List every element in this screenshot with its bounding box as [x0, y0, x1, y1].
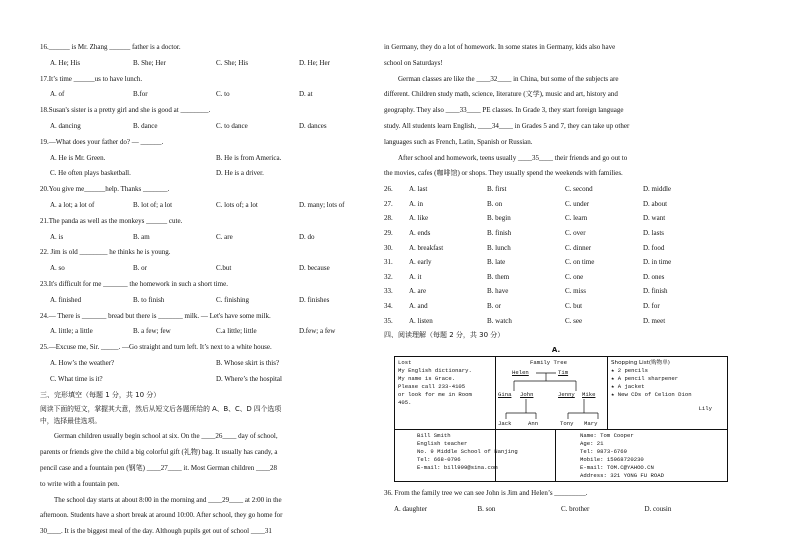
passage-line: in Germany, they do a lot of homework. In some states in Germany, kids also have	[384, 43, 616, 51]
option[interactable]: C. What time is it?	[50, 374, 103, 383]
question-number: 30.	[384, 243, 393, 252]
lost-title: Lost	[398, 358, 412, 366]
question-number: 27.	[384, 199, 393, 208]
option[interactable]: B. or	[133, 264, 147, 273]
options-18	[40, 119, 382, 135]
option[interactable]: A. finished	[50, 295, 82, 304]
option[interactable]: A. last	[409, 185, 428, 194]
option[interactable]: B. or	[487, 301, 501, 310]
option[interactable]: C.a little; little	[216, 327, 257, 336]
option[interactable]: D. in time	[643, 258, 672, 267]
cloze-option-row	[384, 299, 728, 314]
option[interactable]: C. but	[565, 301, 583, 310]
passage-line: afternoon. Students have a short break at around 10:00. After school, they go home for	[40, 511, 283, 520]
option[interactable]: A. dancing	[50, 121, 81, 130]
cloze-option-row	[384, 182, 728, 197]
option[interactable]: D. do	[299, 232, 315, 241]
cloze-option-row	[384, 284, 728, 299]
passage-line: German classes are like the ____32____ in China, but some of the subjects are	[398, 74, 619, 83]
passage-line: different. Children study math, science, literature (文学), music and art, history and	[384, 90, 618, 99]
option[interactable]: B. She; Her	[133, 58, 166, 67]
options-19b	[40, 166, 382, 182]
option[interactable]: D. ones	[643, 272, 665, 281]
option[interactable]: C. over	[565, 228, 586, 237]
option[interactable]: B. am	[133, 232, 150, 241]
card-line: E-mail: TOM.C@YAHOO.CN	[580, 463, 654, 471]
question-number: 33.	[384, 287, 393, 296]
option[interactable]: C. learn	[565, 214, 588, 223]
question-20: 20.You give me______help. Thanks _______.	[40, 185, 170, 194]
option[interactable]: D. lasts	[643, 228, 664, 237]
shopping-item: ★ A jacket	[611, 382, 645, 390]
option[interactable]: B. dance	[133, 121, 158, 130]
option[interactable]: D. at	[299, 90, 313, 99]
option[interactable]: B. a few; few	[133, 327, 171, 336]
options-19a	[40, 151, 382, 167]
tree-name-mike: Mike	[582, 390, 596, 398]
card-line: Address: 321 YONG FU ROAD	[580, 471, 664, 479]
option[interactable]: A. listen	[409, 316, 433, 325]
option[interactable]: A. How’s the weather?	[50, 358, 115, 367]
passage-line: 30____. It is the biggest meal of the day. Although pupils get out of school ____31	[40, 527, 272, 536]
tree-name-mary: Mary	[584, 419, 598, 427]
tree-name-tony: Tony	[560, 419, 574, 427]
option[interactable]: D. about	[643, 199, 668, 208]
section-3-title: 三、完形填空（每题 1 分，共 10 分）	[40, 390, 161, 399]
option[interactable]: B. late	[487, 258, 506, 267]
question-number: 28.	[384, 214, 393, 223]
option[interactable]: C. He often plays basketball.	[50, 169, 131, 178]
option[interactable]: B. to finish	[133, 295, 165, 304]
question-18: 18.Susan's sister is a pretty girl and she is good at ________.	[40, 106, 211, 115]
option[interactable]: D. because	[299, 264, 330, 273]
card-line: English teacher	[417, 439, 468, 447]
lost-line: Please call 233-4105	[398, 382, 466, 390]
question-23: 23.It's difficult for me _______ the homework in such a short time.	[40, 279, 228, 288]
family-tree	[496, 357, 607, 429]
passage-line: to write with a fountain pen.	[40, 479, 120, 488]
tree-name-tim: Tim	[558, 368, 569, 376]
options-24	[40, 324, 382, 340]
option[interactable]: D. food	[643, 243, 665, 252]
business-card-bill	[395, 430, 555, 481]
option[interactable]: D. He; Her	[299, 58, 330, 67]
cloze-option-row	[384, 226, 728, 241]
option[interactable]: A. like	[409, 214, 429, 223]
passage-line: The school day starts at about 8:00 in the morning and ____29____ at 2:00 in the	[54, 495, 282, 504]
passage-line: pencil case and a fountain pen (钢笔) ____27____ it. Most German children ____28	[40, 463, 277, 472]
option[interactable]: B. Whose skirt is this?	[216, 358, 280, 367]
passage-line: school on Saturdays!	[384, 58, 443, 67]
option[interactable]: B. first	[487, 185, 507, 194]
shopping-list-title: Shopping List(购物单)	[611, 359, 670, 366]
option[interactable]: D. finish	[643, 287, 668, 296]
options-22	[40, 261, 382, 277]
option[interactable]: D. for	[643, 301, 660, 310]
lost-line: or look for me in Room	[398, 390, 472, 398]
option[interactable]: B. them	[487, 272, 510, 281]
tree-name-helen: Helen	[512, 368, 529, 376]
passage-line: geography. They also ____33____ PE classes. In Grade 3, they start foreign language	[384, 106, 624, 115]
cloze-options-list	[384, 182, 728, 328]
section-4-title: 四、阅读理解（每题 2 分，共 30 分）	[384, 331, 505, 340]
notice-board	[394, 356, 728, 482]
lost-line: My English dictionary.	[398, 366, 472, 374]
tree-name-ann: Ann	[528, 419, 539, 427]
option[interactable]: D. cousin	[644, 504, 672, 513]
option[interactable]: C.but	[216, 264, 232, 273]
section-3-instruction-cont: 中，选择最佳选项。	[40, 417, 102, 426]
passage-a-label: A.	[551, 345, 561, 354]
option[interactable]: D. middle	[643, 185, 671, 194]
option[interactable]: A. is	[50, 232, 64, 241]
lost-line: 405.	[398, 398, 412, 406]
card-line: Name: Tom Cooper	[580, 431, 634, 439]
options-16	[40, 56, 382, 72]
question-16: 16.______ is Mr. Zhang ______ father is a doctor.	[40, 43, 181, 51]
cloze-option-row	[384, 211, 728, 226]
option[interactable]: B. He is from America.	[216, 153, 282, 162]
card-line: E-mail: bill999@sina.com	[417, 463, 498, 471]
option[interactable]: B. begin	[487, 214, 511, 223]
id-card-tom	[556, 430, 727, 481]
option[interactable]: C. are	[216, 232, 233, 241]
left-column	[40, 40, 382, 540]
option[interactable]: A. of	[50, 90, 65, 99]
shopping-item: ★ 2 pencils	[611, 366, 648, 374]
option[interactable]: A. daughter	[394, 504, 428, 513]
passage-line: study. All students learn English, ____34____ in Grades 5 and 7, they can take up other	[384, 121, 630, 130]
options-36	[384, 502, 728, 518]
passage-line: the movies, cafes (咖啡馆) or shops. They usually spend the weekends with families.	[384, 169, 623, 178]
card-line: Mobile: 15968720230	[580, 455, 644, 463]
tree-name-john: John	[520, 390, 534, 398]
section-3-instruction: 阅读下面的短文，掌握其大意，然后从短文后各题所给的 A、B、C、D 四个选项	[40, 405, 282, 414]
passage-line: German children usually begin school at six. On the ____26____ day of school,	[54, 432, 278, 441]
question-number: 35.	[384, 316, 393, 325]
lost-line: My name is Grace.	[398, 374, 456, 382]
options-23	[40, 293, 382, 309]
option[interactable]: C. to	[216, 90, 230, 99]
family-tree-title: Family Tree	[530, 358, 567, 366]
option[interactable]: A. He; His	[50, 58, 81, 67]
question-number: 34.	[384, 301, 393, 310]
question-22: 22. Jim is old ________ he thinks he is young.	[40, 248, 171, 257]
option[interactable]: C. to dance	[216, 121, 248, 130]
option[interactable]: D. many; lots of	[299, 200, 345, 209]
card-line: Age: 21	[580, 439, 604, 447]
cloze-option-row	[384, 241, 728, 256]
cloze-option-row	[384, 270, 728, 285]
question-number: 31.	[384, 258, 393, 267]
tree-name-gina: Gina	[498, 390, 512, 398]
question-24: 24.— There is _______ bread but there is _______ milk. — Let's have some milk.	[40, 311, 271, 320]
option[interactable]: B. lunch	[487, 243, 511, 252]
cloze-option-row	[384, 255, 728, 270]
shopping-item: ★ New CDs of Celion Dion	[611, 390, 692, 398]
option[interactable]: B. finish	[487, 228, 512, 237]
option[interactable]: A. it	[409, 272, 422, 281]
lost-notice	[395, 357, 495, 429]
options-17	[40, 87, 382, 103]
card-line: Tel: 668-0796	[417, 455, 461, 463]
option[interactable]: D. meet	[643, 316, 666, 325]
options-20	[40, 198, 382, 214]
question-number: 29.	[384, 228, 393, 237]
card-line: Bill Smith	[417, 431, 451, 439]
shopping-list	[608, 357, 727, 429]
options-25a	[40, 356, 382, 372]
option[interactable]: A. in	[409, 199, 423, 208]
option[interactable]: A. are	[409, 287, 427, 296]
option[interactable]: A. He is Mr. Green.	[50, 153, 106, 162]
option[interactable]: A. little; a little	[50, 327, 93, 336]
question-number: 26.	[384, 185, 393, 194]
option[interactable]: B. on	[487, 199, 503, 208]
shopping-item: ★ A pencil sharpener	[611, 374, 679, 382]
question-19: 19.—What does your father do? — ______.	[40, 137, 164, 146]
passage-line: languages such as French, Latin, Spanish or Russian.	[384, 137, 533, 146]
passage-line: parents or friends give the child a big colorful gift (礼物) bag. It usually has candy, a	[40, 448, 278, 457]
option[interactable]: D. finishes	[299, 295, 330, 304]
tree-name-jack: Jack	[498, 419, 512, 427]
option[interactable]: C. She; His	[216, 58, 249, 67]
option[interactable]: C. miss	[565, 287, 587, 296]
question-number: 32.	[384, 272, 393, 281]
option[interactable]: C. finishing	[216, 295, 250, 304]
option[interactable]: C. one	[565, 272, 584, 281]
option[interactable]: D. He is a driver.	[216, 169, 264, 178]
option[interactable]: C. second	[565, 185, 593, 194]
passage-line: After school and homework, teens usually ____35____ their friends and go out to	[398, 153, 628, 162]
option[interactable]: B.for	[133, 90, 148, 99]
card-line: Tel: 9873-6769	[580, 447, 627, 455]
options-21	[40, 230, 382, 246]
option[interactable]: C. lots of; a lot	[216, 200, 258, 209]
option[interactable]: D. want	[643, 214, 666, 223]
question-17: 17.It’s time ______us to have lunch.	[40, 74, 143, 83]
option[interactable]: C. under	[565, 199, 590, 208]
option[interactable]: A. and	[409, 301, 428, 310]
option[interactable]: C. dinner	[565, 243, 592, 252]
option[interactable]: C. see	[565, 316, 583, 325]
option[interactable]: A. a lot; a lot of	[50, 200, 95, 209]
shopping-list-signature: Lily	[698, 404, 712, 412]
question-36: 36. From the family tree we can see John is Jim and Helen’s _________.	[384, 488, 588, 497]
option[interactable]: A. early	[409, 258, 432, 267]
right-column	[384, 40, 728, 518]
option[interactable]: A. ends	[409, 228, 431, 237]
option[interactable]: A. so	[50, 264, 65, 273]
option[interactable]: A. breakfast	[409, 243, 444, 252]
option[interactable]: D. Where’s the hospital	[216, 374, 282, 383]
cloze-option-row	[384, 197, 728, 212]
options-25b	[40, 372, 382, 388]
card-line: No. 9 Middle School of Nanjing	[417, 447, 518, 455]
option[interactable]: B. lot of; a lot	[133, 200, 173, 209]
option[interactable]: C. brother	[561, 504, 590, 513]
option[interactable]: B. have	[487, 287, 509, 296]
option[interactable]: D. dances	[299, 121, 327, 130]
option[interactable]: B. son	[477, 504, 496, 513]
question-25: 25.—Excuse me, Sir. _____. —Go straight and turn left. It’s next to a white house.	[40, 343, 272, 352]
cloze-option-row	[384, 314, 728, 329]
question-21: 21.The panda as well as the monkeys ______ cute.	[40, 216, 183, 225]
option[interactable]: B. watch	[487, 316, 512, 325]
option[interactable]: C. on time	[565, 258, 595, 267]
tree-name-jenny: Jenny	[558, 390, 575, 398]
option[interactable]: D.few; a few	[299, 327, 336, 336]
